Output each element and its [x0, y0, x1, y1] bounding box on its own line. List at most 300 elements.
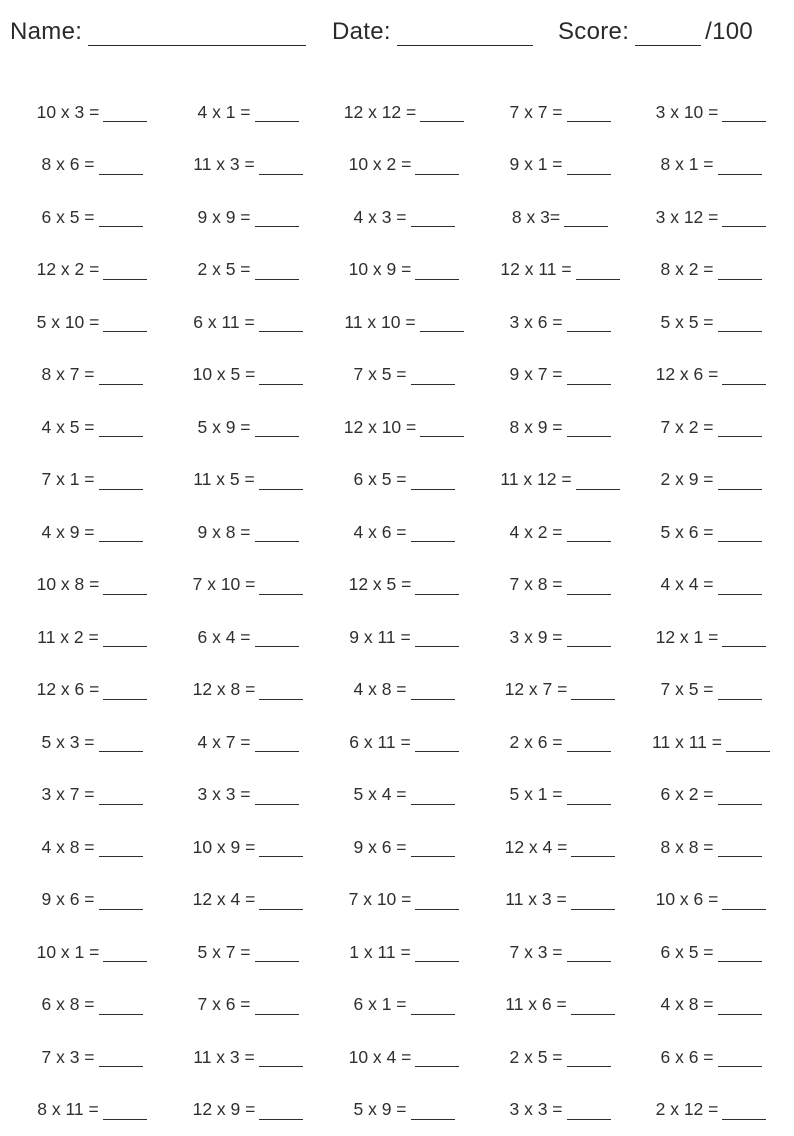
answer-blank[interactable]	[718, 488, 762, 490]
answer-blank[interactable]	[567, 120, 611, 122]
problem-text: 8 x 6 =	[41, 154, 94, 175]
problem-text: 4 x 8 =	[41, 837, 94, 858]
problem-item	[324, 1084, 484, 1136]
answer-blank[interactable]	[722, 908, 766, 910]
problem-item	[484, 559, 636, 612]
problem-text: 8 x 2 =	[660, 259, 713, 280]
answer-blank[interactable]	[411, 1118, 455, 1120]
problem-text: 11 x 5 =	[193, 469, 254, 490]
problem-item	[484, 1031, 636, 1084]
problem-text: 12 x 12 =	[344, 102, 417, 123]
problem-item	[636, 664, 786, 717]
answer-blank[interactable]	[103, 330, 147, 332]
problem-item	[172, 716, 324, 769]
answer-blank[interactable]	[420, 120, 464, 122]
problem-text: 3 x 3 =	[509, 1099, 562, 1120]
answer-blank[interactable]	[567, 173, 611, 175]
answer-blank[interactable]	[420, 435, 464, 437]
answer-blank[interactable]	[259, 488, 303, 490]
answer-blank[interactable]	[259, 1065, 303, 1067]
answer-blank[interactable]	[415, 173, 459, 175]
problem-item	[636, 349, 786, 402]
problem-item	[172, 821, 324, 874]
problem-item	[12, 926, 172, 979]
problem-text: 9 x 7 =	[509, 364, 562, 385]
problem-item	[636, 716, 786, 769]
name-blank[interactable]	[88, 21, 306, 46]
problem-text: 6 x 1 =	[353, 994, 406, 1015]
problem-item	[636, 821, 786, 874]
problem-text: 11 x 11 =	[652, 732, 722, 753]
problem-item	[12, 874, 172, 927]
name-field	[10, 18, 306, 46]
answer-blank[interactable]	[411, 803, 455, 805]
problem-item	[636, 296, 786, 349]
answer-blank[interactable]	[567, 1118, 611, 1120]
answer-blank[interactable]	[726, 750, 770, 752]
problem-text: 5 x 1 =	[509, 784, 562, 805]
problem-item	[484, 454, 636, 507]
answer-blank[interactable]	[718, 540, 762, 542]
problem-item	[324, 349, 484, 402]
answer-blank[interactable]	[722, 120, 766, 122]
problem-item	[484, 191, 636, 244]
problem-text: 6 x 6 =	[660, 1047, 713, 1068]
problem-item	[172, 139, 324, 192]
problem-text: 4 x 1 =	[197, 102, 250, 123]
problem-text: 3 x 10 =	[656, 102, 719, 123]
problem-item	[12, 769, 172, 822]
problem-text: 10 x 5 =	[193, 364, 256, 385]
problem-item	[484, 86, 636, 139]
problem-text: 5 x 10 =	[37, 312, 100, 333]
answer-blank[interactable]	[259, 908, 303, 910]
problem-item	[172, 926, 324, 979]
problem-text: 10 x 8 =	[37, 574, 100, 595]
answer-blank[interactable]	[255, 750, 299, 752]
problem-text: 10 x 6 =	[656, 889, 719, 910]
problem-text: 6 x 5 =	[660, 942, 713, 963]
answer-blank[interactable]	[567, 803, 611, 805]
problem-item	[636, 611, 786, 664]
answer-blank[interactable]	[99, 908, 143, 910]
problem-item	[484, 664, 636, 717]
problem-text: 11 x 3 =	[193, 1047, 254, 1068]
answer-blank[interactable]	[567, 330, 611, 332]
problem-text: 12 x 1 =	[656, 627, 719, 648]
problem-item	[636, 1031, 786, 1084]
problem-item	[484, 821, 636, 874]
answer-blank[interactable]	[571, 698, 615, 700]
answer-blank[interactable]	[415, 278, 459, 280]
problem-text: 2 x 12 =	[656, 1099, 719, 1120]
answer-blank[interactable]	[99, 1013, 143, 1015]
problem-item	[12, 1031, 172, 1084]
problem-text: 8 x 8 =	[660, 837, 713, 858]
problem-item	[12, 86, 172, 139]
answer-blank[interactable]	[259, 698, 303, 700]
problem-item	[636, 559, 786, 612]
answer-blank[interactable]	[567, 960, 611, 962]
problem-text: 12 x 9 =	[193, 1099, 256, 1120]
answer-blank[interactable]	[99, 173, 143, 175]
answer-blank[interactable]	[411, 1013, 455, 1015]
problem-text: 12 x 10 =	[344, 417, 417, 438]
problem-item	[324, 559, 484, 612]
score-blank[interactable]	[635, 21, 701, 46]
problem-text: 4 x 6 =	[353, 522, 406, 543]
problem-item	[172, 349, 324, 402]
problem-grid	[0, 86, 794, 1116]
answer-blank[interactable]	[99, 435, 143, 437]
answer-blank[interactable]	[576, 278, 620, 280]
problem-text: 4 x 8 =	[353, 679, 406, 700]
problem-text: 7 x 2 =	[660, 417, 713, 438]
problem-text: 11 x 3 =	[505, 889, 566, 910]
answer-blank[interactable]	[255, 120, 299, 122]
problem-item	[172, 874, 324, 927]
problem-item	[324, 664, 484, 717]
answer-blank[interactable]	[411, 488, 455, 490]
answer-blank[interactable]	[255, 960, 299, 962]
problem-item	[636, 979, 786, 1032]
problem-text: 10 x 4 =	[349, 1047, 412, 1068]
answer-blank[interactable]	[718, 173, 762, 175]
problem-item	[324, 874, 484, 927]
problem-text: 12 x 6 =	[37, 679, 100, 700]
problem-text: 1 x 11 =	[349, 942, 410, 963]
answer-blank[interactable]	[567, 540, 611, 542]
problem-text: 7 x 5 =	[353, 364, 406, 385]
problem-item	[172, 664, 324, 717]
date-blank[interactable]	[397, 21, 533, 46]
problem-item	[484, 874, 636, 927]
problem-text: 7 x 3 =	[509, 942, 562, 963]
answer-blank[interactable]	[718, 593, 762, 595]
answer-blank[interactable]	[103, 960, 147, 962]
answer-blank[interactable]	[99, 803, 143, 805]
problem-text: 4 x 3 =	[353, 207, 406, 228]
problem-item	[324, 821, 484, 874]
problem-text: 12 x 11 =	[500, 259, 571, 280]
problem-text: 5 x 4 =	[353, 784, 406, 805]
problem-text: 4 x 4 =	[660, 574, 713, 595]
problem-item	[172, 979, 324, 1032]
problem-text: 6 x 11 =	[193, 312, 254, 333]
problem-text: 12 x 7 =	[505, 679, 568, 700]
score-label: Score:	[558, 18, 629, 46]
date-label: Date:	[332, 18, 391, 46]
problem-text: 5 x 9 =	[197, 417, 250, 438]
problem-item	[636, 926, 786, 979]
problem-text: 8 x 1 =	[660, 154, 713, 175]
problem-text: 7 x 7 =	[509, 102, 562, 123]
problem-text: 11 x 10 =	[344, 312, 415, 333]
answer-blank[interactable]	[259, 173, 303, 175]
problem-item	[172, 191, 324, 244]
problem-text: 10 x 2 =	[349, 154, 412, 175]
problem-item	[324, 506, 484, 559]
problem-text: 10 x 9 =	[349, 259, 412, 280]
problem-item	[636, 244, 786, 297]
problem-text: 5 x 6 =	[660, 522, 713, 543]
answer-blank[interactable]	[99, 540, 143, 542]
problem-item	[172, 1084, 324, 1136]
answer-blank[interactable]	[259, 1118, 303, 1120]
answer-blank[interactable]	[722, 383, 766, 385]
answer-blank[interactable]	[420, 330, 464, 332]
problem-item	[12, 1084, 172, 1136]
problem-text: 11 x 3 =	[193, 154, 254, 175]
problem-item	[172, 454, 324, 507]
problem-text: 9 x 9 =	[197, 207, 250, 228]
answer-blank[interactable]	[415, 908, 459, 910]
answer-blank[interactable]	[576, 488, 620, 490]
answer-blank[interactable]	[718, 803, 762, 805]
problem-item	[12, 454, 172, 507]
answer-blank[interactable]	[103, 698, 147, 700]
answer-blank[interactable]	[103, 120, 147, 122]
problem-text: 7 x 3 =	[41, 1047, 94, 1068]
problem-item	[636, 401, 786, 454]
problem-text: 12 x 5 =	[349, 574, 412, 595]
problem-text: 4 x 5 =	[41, 417, 94, 438]
worksheet-header	[10, 14, 784, 54]
problem-item	[324, 139, 484, 192]
answer-blank[interactable]	[411, 383, 455, 385]
problem-item	[172, 1031, 324, 1084]
answer-blank[interactable]	[722, 1118, 766, 1120]
date-field	[332, 18, 533, 46]
answer-blank[interactable]	[415, 750, 459, 752]
problem-item	[636, 139, 786, 192]
answer-blank[interactable]	[411, 698, 455, 700]
problem-item	[12, 191, 172, 244]
problem-text: 2 x 5 =	[509, 1047, 562, 1068]
problem-text: 9 x 8 =	[197, 522, 250, 543]
problem-item	[12, 821, 172, 874]
problem-item	[484, 1084, 636, 1136]
problem-text: 6 x 11 =	[349, 732, 410, 753]
problem-item	[324, 979, 484, 1032]
problem-text: 8 x 7 =	[41, 364, 94, 385]
problem-item	[324, 926, 484, 979]
score-field	[558, 18, 753, 46]
answer-blank[interactable]	[103, 278, 147, 280]
problem-item	[324, 191, 484, 244]
answer-blank[interactable]	[255, 540, 299, 542]
problem-text: 11 x 6 =	[505, 994, 566, 1015]
answer-blank[interactable]	[259, 593, 303, 595]
problem-item	[172, 769, 324, 822]
answer-blank[interactable]	[718, 855, 762, 857]
problem-text: 10 x 9 =	[193, 837, 256, 858]
answer-blank[interactable]	[99, 488, 143, 490]
answer-blank[interactable]	[255, 278, 299, 280]
answer-blank[interactable]	[415, 1065, 459, 1067]
problem-item	[484, 769, 636, 822]
answer-blank[interactable]	[718, 698, 762, 700]
problem-text: 12 x 6 =	[656, 364, 719, 385]
problem-text: 12 x 4 =	[505, 837, 568, 858]
answer-blank[interactable]	[255, 803, 299, 805]
problem-text: 11 x 12 =	[500, 469, 571, 490]
problem-item	[484, 979, 636, 1032]
problem-item	[12, 611, 172, 664]
answer-blank[interactable]	[718, 1065, 762, 1067]
problem-text: 7 x 5 =	[660, 679, 713, 700]
problem-item	[484, 401, 636, 454]
problem-text: 6 x 4 =	[197, 627, 250, 648]
problem-text: 4 x 2 =	[509, 522, 562, 543]
problem-text: 9 x 11 =	[349, 627, 410, 648]
answer-blank[interactable]	[722, 645, 766, 647]
problem-item	[324, 611, 484, 664]
answer-blank[interactable]	[99, 1065, 143, 1067]
problem-text: 5 x 9 =	[353, 1099, 406, 1120]
answer-blank[interactable]	[103, 593, 147, 595]
problem-item	[172, 506, 324, 559]
problem-text: 10 x 3 =	[37, 102, 100, 123]
problem-text: 5 x 3 =	[41, 732, 94, 753]
problem-item	[324, 86, 484, 139]
problem-item	[12, 979, 172, 1032]
problem-item	[484, 716, 636, 769]
problem-item	[636, 454, 786, 507]
problem-text: 2 x 6 =	[509, 732, 562, 753]
problem-item	[324, 401, 484, 454]
answer-blank[interactable]	[567, 593, 611, 595]
answer-blank[interactable]	[567, 750, 611, 752]
problem-text: 9 x 1 =	[509, 154, 562, 175]
problem-item	[324, 1031, 484, 1084]
problem-text: 7 x 6 =	[197, 994, 250, 1015]
problem-item	[172, 296, 324, 349]
problem-text: 9 x 6 =	[41, 889, 94, 910]
problem-item	[12, 401, 172, 454]
problem-item	[12, 559, 172, 612]
problem-item	[324, 769, 484, 822]
problem-item	[636, 874, 786, 927]
problem-item	[484, 926, 636, 979]
problem-text: 10 x 1 =	[37, 942, 100, 963]
answer-blank[interactable]	[415, 960, 459, 962]
problem-item	[484, 296, 636, 349]
problem-item	[172, 559, 324, 612]
problem-text: 4 x 7 =	[197, 732, 250, 753]
answer-blank[interactable]	[99, 855, 143, 857]
answer-blank[interactable]	[567, 645, 611, 647]
answer-blank[interactable]	[571, 908, 615, 910]
answer-blank[interactable]	[718, 1013, 762, 1015]
problem-text: 4 x 8 =	[660, 994, 713, 1015]
problem-item	[636, 506, 786, 559]
problem-item	[12, 244, 172, 297]
problem-item	[484, 506, 636, 559]
problem-item	[324, 716, 484, 769]
problem-text: 6 x 8 =	[41, 994, 94, 1015]
answer-blank[interactable]	[255, 435, 299, 437]
answer-blank[interactable]	[567, 383, 611, 385]
problem-item	[484, 611, 636, 664]
answer-blank[interactable]	[255, 1013, 299, 1015]
problem-item	[172, 86, 324, 139]
problem-item	[12, 296, 172, 349]
answer-blank[interactable]	[99, 383, 143, 385]
problem-text: 12 x 8 =	[193, 679, 256, 700]
problem-text: 3 x 12 =	[656, 207, 719, 228]
answer-blank[interactable]	[718, 960, 762, 962]
problem-item	[324, 244, 484, 297]
answer-blank[interactable]	[718, 278, 762, 280]
problem-text: 6 x 5 =	[41, 207, 94, 228]
answer-blank[interactable]	[259, 330, 303, 332]
answer-blank[interactable]	[259, 383, 303, 385]
problem-item	[12, 716, 172, 769]
problem-item	[484, 139, 636, 192]
problem-item	[172, 401, 324, 454]
problem-text: 3 x 3 =	[197, 784, 250, 805]
problem-item	[12, 664, 172, 717]
answer-blank[interactable]	[411, 225, 455, 227]
answer-blank[interactable]	[259, 855, 303, 857]
answer-blank[interactable]	[103, 1118, 147, 1120]
answer-blank[interactable]	[571, 1013, 615, 1015]
answer-blank[interactable]	[571, 855, 615, 857]
answer-blank[interactable]	[718, 435, 762, 437]
problem-item	[12, 349, 172, 402]
answer-blank[interactable]	[411, 540, 455, 542]
problem-text: 8 x 9 =	[509, 417, 562, 438]
problem-text: 4 x 9 =	[41, 522, 94, 543]
answer-blank[interactable]	[567, 1065, 611, 1067]
answer-blank[interactable]	[415, 593, 459, 595]
problem-item	[636, 191, 786, 244]
problem-item	[636, 1084, 786, 1136]
answer-blank[interactable]	[99, 225, 143, 227]
problem-item	[12, 139, 172, 192]
answer-blank[interactable]	[564, 225, 608, 227]
problem-text: 12 x 2 =	[37, 259, 100, 280]
problem-item	[636, 86, 786, 139]
answer-blank[interactable]	[255, 645, 299, 647]
problem-item	[324, 296, 484, 349]
answer-blank[interactable]	[99, 750, 143, 752]
problem-text: 7 x 10 =	[349, 889, 412, 910]
name-label: Name:	[10, 18, 82, 46]
problem-text: 3 x 9 =	[509, 627, 562, 648]
problem-text: 12 x 4 =	[193, 889, 256, 910]
problem-item	[172, 244, 324, 297]
problem-item	[324, 454, 484, 507]
answer-blank[interactable]	[415, 645, 459, 647]
score-total: /100	[705, 18, 753, 46]
problem-text: 11 x 2 =	[37, 627, 98, 648]
answer-blank[interactable]	[567, 435, 611, 437]
problem-text: 7 x 8 =	[509, 574, 562, 595]
problem-text: 6 x 5 =	[353, 469, 406, 490]
answer-blank[interactable]	[718, 330, 762, 332]
problem-item	[636, 769, 786, 822]
problem-text: 5 x 5 =	[660, 312, 713, 333]
problem-text: 2 x 5 =	[197, 259, 250, 280]
answer-blank[interactable]	[722, 225, 766, 227]
answer-blank[interactable]	[103, 645, 147, 647]
problem-text: 8 x 11 =	[37, 1099, 98, 1120]
problem-text: 2 x 9 =	[660, 469, 713, 490]
answer-blank[interactable]	[255, 225, 299, 227]
answer-blank[interactable]	[411, 855, 455, 857]
